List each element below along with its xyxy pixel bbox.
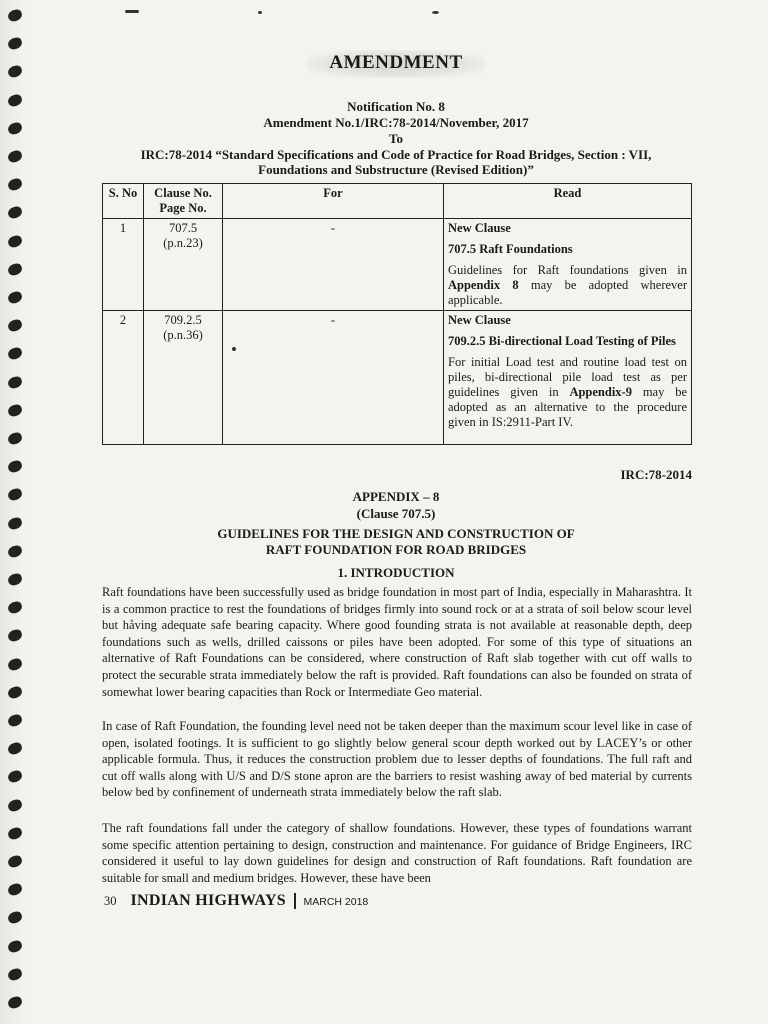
cell-clause: 707.5 (p.n.23)	[144, 219, 223, 311]
table-row	[103, 219, 692, 311]
appendix-clause: (Clause 707.5)	[356, 506, 436, 521]
cell-for: -	[223, 219, 444, 311]
table-row	[103, 311, 692, 445]
subject-line-1: IRC:78-2014 “Standard Specifications and Code of Practice for Road Bridges, Section : VII,	[140, 147, 652, 162]
amendment-number: Amendment No.1/IRC:78-2014/November, 2017	[263, 115, 529, 130]
table-header-row	[103, 184, 692, 219]
document-reference: IRC:78-2014	[620, 467, 692, 482]
cell-read: New Clause 707.5 Raft Foundations Guidelines for Raft foundations given in Appendix 8 may be adopted wherever applicable.	[444, 219, 692, 311]
appendix-heading-2: RAFT FOUNDATION FOR ROAD BRIDGES	[265, 542, 527, 557]
notification-number: Notification No. 8	[347, 99, 445, 114]
scan-speck	[232, 347, 236, 351]
cell-sno: 1	[103, 219, 144, 311]
footer-divider	[294, 893, 296, 909]
cell-for: -	[223, 311, 444, 445]
header-sno: S. No	[103, 184, 144, 219]
header-for: For	[223, 184, 444, 219]
scan-speck	[432, 11, 439, 14]
paragraph-2: In case of Raft Foundation, the founding level need not be taken deeper than the maximum scour level like in case of open, isolated footings. It is sufficient to go slightly below general scour depth worked out by LACEY’s or other applicable formula. Thus, it reduces the construction problem due to lesser depths of foundations. The full raft and cut off walls along with U/S and D/S stone apron are the barriers to resist washing away of bed material by currents below bed by confinement of underneath strata immediately below the raft slab.	[102, 719, 692, 800]
appendix-heading-1: GUIDELINES FOR THE DESIGN AND CONSTRUCTION OF	[217, 526, 575, 541]
paragraph-1: Raft foundations have been successfully used as bridge foundation in most part of India, especially in Maharashtra. It is a common practice to rest the foundations of bridges firmly into sound rock or at a strata of soil below scour level but håving adequate safe bearing capacity. Where good founding strata is not available at reasonable depth, deep foundations such as wells, drilled caissons or piles have been adopted. For some of this type of situations an alternative of Raft Foundations can be considered, where construction of Raft slab together with cut off walls to protect the securable strata immediately below the raft is provided. Raft foundations can also be founded on strata of somewhat lower bearing capacities than Rock or Intermediate Geo material.	[102, 585, 692, 699]
subject-line-2: Foundations and Substructure (Revised Edition)”	[258, 162, 534, 177]
paragraph-3: The raft foundations fall under the category of shallow foundations. However, these types of foundations warrant some specific attention pertaining to design, construction and maintenance. For guidance of Bridge Engineers, IRC considered it useful to lay down guidelines for design and construction of Raft foundations. Raft foundation are suitable for small and medium bridges. However, these have been	[102, 821, 692, 885]
header-read: Read	[444, 184, 692, 219]
magazine-name: INDIAN HIGHWAYS	[130, 892, 286, 909]
amendment-table	[102, 183, 692, 445]
scan-speck	[258, 11, 262, 14]
page-number: 30	[104, 894, 117, 908]
cell-read: New Clause 709.2.5 Bi-directional Load Testing of Piles For initial Load test and routine load test on piles, bi-directional pile load test as per guidelines given in Appendix-9 may be adopted as an alternative to the procedure given in IS:2911-Part IV.	[444, 311, 692, 445]
scan-speck	[125, 10, 139, 13]
amendment-title: AMENDMENT	[100, 50, 692, 78]
cell-sno: 2	[103, 311, 144, 445]
header-clause: Clause No. Page No.	[144, 184, 223, 219]
issue-date: MARCH 2018	[303, 896, 369, 908]
cell-clause: 709.2.5 (p.n.36)	[144, 311, 223, 445]
section-heading: 1. INTRODUCTION	[337, 565, 455, 580]
page-footer	[104, 892, 368, 910]
to-line: To	[389, 131, 403, 146]
appendix-title: APPENDIX – 8	[352, 489, 440, 504]
